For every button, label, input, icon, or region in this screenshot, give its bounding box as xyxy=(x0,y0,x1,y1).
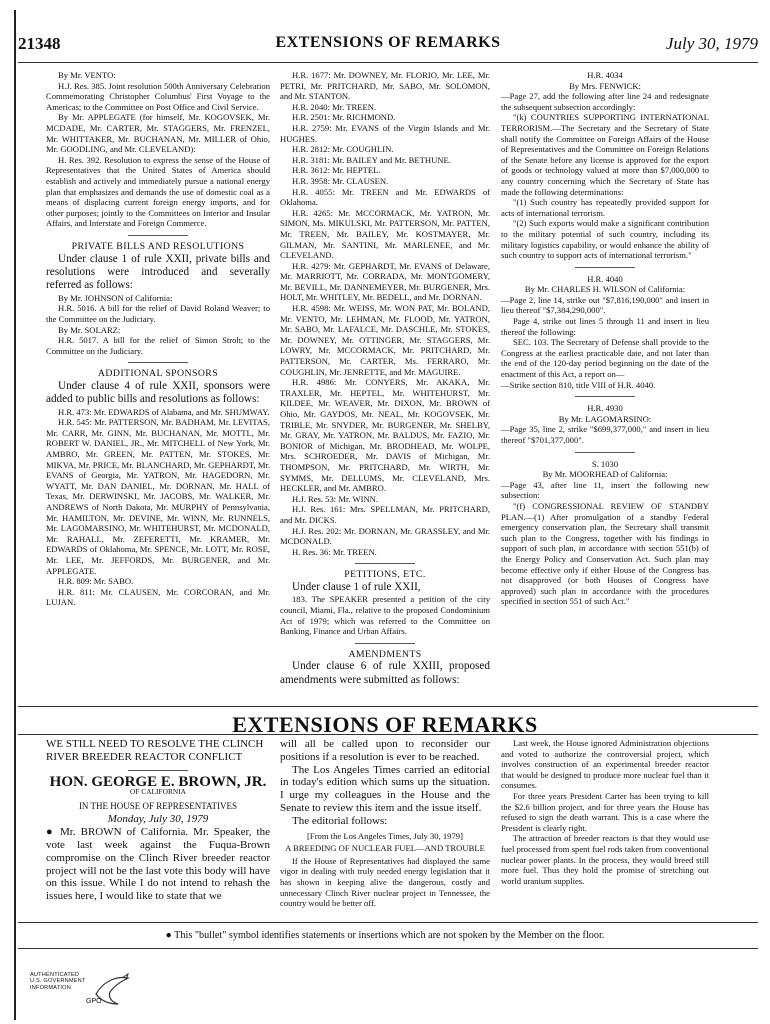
sponsor-entry: H.R. 473: Mr. EDWARDS of Alabama, and Mr. SHUMWAY. xyxy=(58,406,270,417)
sponsor-line: By Mr. LAGOMARSINO: xyxy=(558,413,652,424)
sponsor-line: By Mr. SOLARZ: xyxy=(58,324,121,335)
article-body-text: Mr. BROWN of California. Mr. Speaker, the vote last week against the Fuqua-Brown compromise on the Clinch River breeder reactor project will not be the last vote this body will have on this issue. While I do not intend to rehash the issues here, I would like to state that we xyxy=(46,826,270,903)
lower-column-2 xyxy=(280,738,490,909)
section-heading-petitions: PETITIONS, ETC. xyxy=(344,569,426,581)
section-divider xyxy=(575,396,635,397)
resolution-entry: H.J. Res. 385. Joint resolution 500th Anniversary Celebration Commemorating Christopher Columbus' First Voyage to the Americas; to the Committee on Post Office and Civil Service. xyxy=(46,80,270,112)
footer-rule-bottom xyxy=(18,948,758,949)
sponsor-line: By Mr. MOORHEAD of California: xyxy=(542,469,668,480)
bill-entry: H.R. 5017. A bill for the relief of Simon Stroh; to the Committee on the Judiciary. xyxy=(46,335,270,356)
editorial-source: [From the Los Angeles Times, July 30, 1979] xyxy=(307,830,463,841)
sponsor-line: By Mr. VENTO: xyxy=(58,70,116,80)
sponsor-entry: H.R. 809: Mr. SABO. xyxy=(58,576,134,587)
column-1 xyxy=(46,70,270,608)
intro-text: Under clause 1 of rule XXII, private bills and resolutions were introduced and severally referred as follows: xyxy=(46,252,270,292)
sponsor-entry: H.R. 2759: Mr. EVANS of the Virgin Islands and Mr. HUGHES. xyxy=(280,122,490,144)
amendment-text: Page 4, strike out lines 5 through 11 and insert in lieu thereof the following: xyxy=(501,316,709,337)
sponsor-line: By Mr. JOHNSON of California: xyxy=(58,292,173,303)
gpo-text-3: INFORMATION xyxy=(30,984,71,991)
column-2 xyxy=(280,70,490,687)
sponsor-entry: H.R. 3612: Mr. HEPTEL. xyxy=(292,165,381,176)
page-header xyxy=(18,34,758,62)
editorial-body: For three years President Carter has been trying to kill the $2.6 billion project, and for three years the House has refused to sign the death warrant. This is a case where the President is clearly right. xyxy=(501,790,709,833)
gpo-authentication-logo xyxy=(30,972,140,1012)
sponsor-entry: H.R. 1677: Mr. DOWNEY, Mr. FLORIO, Mr. LEE, Mr. PETRI, Mr. PRITCHARD, Mr. SABO, Mr. SOLOMON, and Mr. STANTON. xyxy=(280,70,490,102)
gpo-text-2: U.S. GOVERNMENT xyxy=(30,978,86,985)
gpo-text-1: AUTHENTICATED xyxy=(30,972,80,978)
lower-rule-bottom xyxy=(18,734,758,735)
amendment-text: —Page 2, line 14, strike out "$7,816,190,000" and insert in lieu thereof "$7,384,290,000". xyxy=(501,294,709,316)
sponsor-entry: H.R. 3181: Mr. BAILEY and Mr. BETHUNE. xyxy=(292,154,451,165)
section-divider xyxy=(128,235,188,236)
gpo-mark: GPO xyxy=(86,998,102,1005)
bill-number: H.R. 4930 xyxy=(587,403,623,414)
amendment-text: "(1) Such country has repeatedly provided support for acts of international terrorism. xyxy=(501,197,709,218)
footer-text: This "bullet" symbol identifies statements or insertions which are not spoken by the Member on the floor. xyxy=(174,930,605,941)
amendment-text: —Page 43, after line 11, insert the following new subsection: xyxy=(501,479,709,501)
sponsor-entry: H.R. 4055: Mr. TREEN and Mr. EDWARDS of Oklahoma. xyxy=(280,186,490,208)
amendment-text: SEC. 103. The Secretary of Defense shall provide to the Congress at the earliest practicable date, and not later than the end of the 120-day period beginning on the date of the enactment of this Act, a report on— xyxy=(501,337,709,380)
amendment-text: "(f) CONGRESSIONAL REVIEW OF STANDBY PLAN.—(1) After promulgation of a standby Federal emergency conservation plan, the Secretary shall transmit such plan to the Congress, together with his findings in support of such plan, in accordance with section 551(b) of the Energy Policy and Conservation Act. Such plan may become effective only if either House of the Congress has not disapproved (or both Houses of Congress have approved) such plan in accordance with the procedures specified in section 551 of such Act." xyxy=(501,500,709,607)
section-divider xyxy=(575,452,635,453)
sponsor-line: By Mr. APPLEGATE (for himself, Mr. KOGOVSEK, Mr. MCDADE, Mr. CARTER, Mr. STAGGERS, Mr. FRENZEL, Mr. WHITTAKER, Mr. BUCHANAN, Mr. MILLER of Ohio, Mr. GOODLING, and Mr. CLEVELAND): xyxy=(46,112,270,155)
lower-section-heading: EXTENSIONS OF REMARKS xyxy=(232,712,538,737)
section-divider xyxy=(128,362,188,363)
sponsor-entry: H.R. 2501: Mr. RICHMOND. xyxy=(292,112,396,123)
section-divider xyxy=(355,643,415,644)
page-date: July 30, 1979 xyxy=(665,34,758,53)
editorial-body: The attraction of breeder reactors is that they would use fuel processed from spent fuel rods taken from conventional nuclear power plants. In the process, they would breed still more fuel. Thus they hold the promise of stretching out world uranium supplies. xyxy=(501,833,709,886)
amendment-text: "(k) COUNTRIES SUPPORTING INTERNATIONAL TERRORISM.—The Secretary and the Secretary of State shall notify the Committee on Foreign Affairs of the House of Representatives and the Committee on Foreign Relations of the Senate before any license is approved for the export of goods or technology valued at more than $7,000,000 to any country concerning which the Secretary of State has made the following determinations: xyxy=(501,112,709,197)
amendment-text: —Page 35, line 2, strike "$699,377,000," and insert in lieu thereof "$701,377,000". xyxy=(501,424,709,445)
section-divider xyxy=(575,267,635,268)
bullet-icon: ● xyxy=(46,826,55,839)
footer-rule-top xyxy=(18,922,758,923)
sponsor-entry: H.R. 4986: Mr. CONYERS, Mr. AKAKA, Mr. TRAXLER, Mr. HEPTEL, Mr. WHITEHURST, Mr. KILDEE, Mr. WEAVER, Mr. DIXON, Mr. BROWN of Ohio, Mr. GAYDOS, Mr. NEAL, Mr. KOGOVSEK, Mr. TRIBLE, Mr. SNYDER, Mr. BURGENER, Mr. SHELBY, Mr. GRAY, Mr. YATRON, Mr. BALDUS, Mr. FAZIO, Mr. BONIOR of Michigan, Mr. BRODHEAD, Mr. WOLPE, Mrs. SCHROEDER, Mr. DAVIS of Michigan, Mr. THOMPSON, Mr. PRITCHARD, Mr. WIRTH, Mr. SYMMS, Mr. DELLUMS, Mr. CLEVELAND, Mrs. HECKLER, and Mr. AMBRO. xyxy=(280,377,490,494)
sponsor-entry: H.R. 545: Mr. PATTERSON, Mr. BADHAM, Mr. LEVITAS, Mr. CARR, Mr. GINN, Mr. BUCHANAN, Mr. MOTTL, Mr. ROBERT W. DANIEL, JR., Mr. MITCHELL of New York, Mr. AMBRO, Mr. GREEN, Mr. PATTEN, Mr. STOKES, Mr. MIKVA, Mr. PRICE, Mr. BLANCHARD, Mr. GEPHARDT, Mr. EVANS of Georgia, Mr. YATRON, Mr. HAGEDORN, Mr. WYATT, Mr. DAN DANIEL, Mr. DORNAN, Mr. HALL of Texas, Mr. DERWINSKI, Mr. JACOBS, Mr. WALKER, Mr. ANDREWS of North Dakota, Mr. MURPHY of Pennsylvania, Mr. HAMILTON, Mr. DEVINE, Mr. WINN, Mr. RUNNELS, Mr. LAGOMARSINO, Mr. WHITEHURST, Mr. MCDONALD, Mr. RAHALL, Mr. ZEFERETTI, Mr. KRAMER, Mr. EDWARDS of Oklahoma, Mr. SPENCE, Mr. LOTT, Mr. ROSE, Mr. LEE, Mr. JEFFORDS, Mr. BURGENER, and Mr. APPLEGATE. xyxy=(46,417,270,576)
footer-note xyxy=(0,930,770,941)
sponsor-line: By Mr. CHARLES H. WILSON of California: xyxy=(524,284,686,295)
section-heading-additional: ADDITIONAL SPONSORS xyxy=(97,368,219,380)
page-title: EXTENSIONS OF REMARKS xyxy=(275,34,501,51)
intro-text: Under clause 1 of rule XXII, xyxy=(292,580,421,593)
sponsor-line: By Mrs. FENWICK: xyxy=(569,80,641,91)
section-divider xyxy=(355,563,415,564)
sponsor-entry: H.R. 2812: Mr. COUGHLIN. xyxy=(292,144,394,155)
bill-number: H.R. 4034 xyxy=(587,70,623,80)
lower-column-3 xyxy=(501,738,709,886)
sponsor-entry: H.R. 3958: Mr. CLAUSEN. xyxy=(292,175,389,186)
sponsor-entry: H.R. 811: Mr. CLAUSEN, Mr. CORCORAN, and Mr. LUJAN. xyxy=(46,586,270,608)
article-body: will all be called upon to reconsider our positions if a resolution is ever to be reached. xyxy=(280,738,490,763)
sponsor-entry: H.J. Res. 202: Mr. DORNAN, Mr. GRASSLEY, and Mr. MCDONALD. xyxy=(280,525,490,547)
page-number: 21348 xyxy=(18,34,61,53)
article-body xyxy=(46,826,270,903)
sponsor-entry: H.R. 2040: Mr. TREEN. xyxy=(292,101,377,112)
chamber-line: IN THE HOUSE OF REPRESENTATIVES xyxy=(78,800,238,811)
lower-rule-top xyxy=(18,706,758,707)
sponsor-entry: H.R. 4598: Mr. WEISS, Mr. WON PAT, Mr. BOLAND, Mr. VENTO, Mr. LEHMAN, Mr. FLOOD, Mr. YATRON, Mr. SABO, Mr. LAFALCE, Mr. DASCHLE, Mr. STOKES, Mr. DOWNEY, Mr. OTTINGER, Mr. STAGGERS, Mr. LOWRY, Mr. MCCORMACK, Mr. PRITCHARD, Mr. PATTERSON, Mr. CARTER, Ms. FERRARO, Mr. COUGHLIN, Mr. JENRETTE, and Mr. MAGUIRE. xyxy=(280,303,490,377)
bill-number: S. 1030 xyxy=(591,458,619,469)
lower-column-1 xyxy=(46,738,270,903)
section-divider xyxy=(128,770,188,771)
amendment-text: —Page 27, add the following after line 24 and redesignate the subsequent subsection accordingly: xyxy=(501,91,709,112)
intro-text: Under clause 4 of rule XXII, sponsors were added to public bills and resolutions as follows: xyxy=(46,379,270,406)
petition-entry: 183. The SPEAKER presented a petition of the city council, Miami, Fla., relative to the proposed Condominium Act of 1979; which was referred to the Committee on Banking, Finance and Urban Affairs. xyxy=(280,594,490,637)
intro-text: Under clause 6 of rule XXIII, proposed amendments were submitted as follows: xyxy=(280,660,490,686)
article-body: The Los Angeles Times carried an editorial in today's edition which sums up the situation. I urge my colleagues in the House and the Senate to review this item and the issue itself. xyxy=(280,763,490,814)
sponsor-entry: H.R. 4279: Mr. GEPHARDT, Mr. EVANS of Delaware, Mr. MARRIOTT, Mr. CORRADA, Mr. MONTGOMERY, Mr. BEVILL, Mr. DANNEMEYER, Mr. BURGENER, Mrs. HOLT, Mr. WHITLEY, Mr. BEDELL, and Mr. DORNAN. xyxy=(280,260,490,303)
member-state: OF CALIFORNIA xyxy=(129,787,187,797)
amendment-text: "(2) Such exports would make a significant contribution to the military potential of such country, including its military logistics capability, or would enhance the ability of such country to support acts of international terrorism." xyxy=(501,218,709,261)
section-heading-amendments: AMENDMENTS xyxy=(348,648,422,660)
article-date: Monday, July 30, 1979 xyxy=(107,813,209,826)
sponsor-entry: H. Res. 36: Mr. TREEN. xyxy=(292,546,377,557)
column-3 xyxy=(501,70,709,607)
editorial-body: If the House of Representatives had displayed the same vigor in dealing with truly needed energy legislation that it has shown in keeping alive the dangerous, costly and unnecessary Clinch River nuclear project in Tennessee, the country would be better off. xyxy=(280,855,490,909)
resolution-entry: H. Res. 392. Resolution to express the sense of the House of Representatives that the United States of America should establish and actively and immediately pursue a national energy plan that emphasizes and demands the use of domestic coal as a means of displacing current foreign energy imports, and for other purposes; jointly to the Committees on Interior and Insular Affairs, and Interstate and Foreign Commerce. xyxy=(46,154,270,229)
member-name: HON. GEORGE E. BROWN, JR. xyxy=(49,773,267,790)
bill-number: H.R. 4040 xyxy=(587,273,623,284)
header-rule xyxy=(18,62,758,63)
sponsor-entry: H.R. 4265: Mr. MCCORMACK, Mr. YATRON, Mr. SIMON, Ms. MIKULSKI, Mr. PATTERSON, Mr. PATTEN, Mr. TREEN, Mr. BAILEY, Mr. KOSTMAYER, Mr. GILMAN, Mr. SANTINI, Mr. MARLENEE, and Mr. CLEVELAND. xyxy=(280,207,490,261)
article-title: WE STILL NEED TO RESOLVE THE CLINCH RIVER BREEDER REACTOR CONFLICT xyxy=(46,738,264,763)
section-heading-private: PRIVATE BILLS AND RESOLUTIONS xyxy=(71,240,245,252)
sponsor-entry: H.J. Res. 53: Mr. WINN. xyxy=(292,493,379,504)
editorial-title: A BREEDING OF NUCLEAR FUEL—AND TROUBLE xyxy=(285,843,485,854)
amendment-text: —Strike section 810, title VIII of H.R. 4040. xyxy=(501,379,656,390)
article-body: The editorial follows: xyxy=(292,814,388,827)
bullet-icon: ● xyxy=(165,930,172,941)
bill-entry: H.R. 5016. A bill for the relief of David Roland Weaver; to the Committee on the Judiciary. xyxy=(46,303,270,324)
sponsor-entry: H.J. Res. 161: Mrs. SPELLMAN, Mr. PRITCHARD, and Mr. DICKS. xyxy=(280,504,490,525)
editorial-body: Last week, the House ignored Administration objections and voted to authorize the controversial project, which involves construction of an experimental breeder reactor that would be designed to produce more nuclear fuel than it consumes. xyxy=(501,738,709,791)
